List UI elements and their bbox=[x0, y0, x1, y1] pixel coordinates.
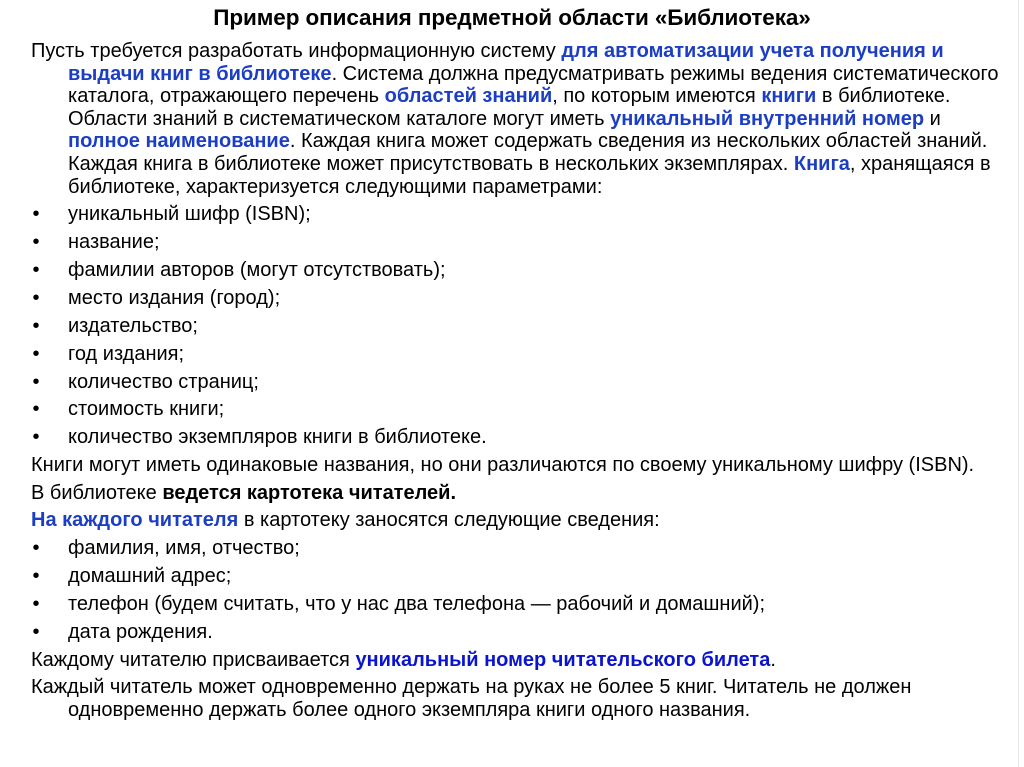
book-params-list bbox=[31, 203, 1011, 449]
bullet-icon: • bbox=[32, 592, 40, 615]
bullet-icon: • bbox=[32, 314, 40, 337]
ticket-text: . bbox=[770, 648, 776, 671]
list-item-text: издательство; bbox=[68, 314, 198, 337]
list-item bbox=[31, 565, 1011, 588]
list-item bbox=[31, 537, 1011, 560]
bullet-icon: • bbox=[32, 398, 40, 421]
intro-text: . Система должна предусматривать режимы ведения систематического каталога, отражающего перечень bbox=[68, 62, 999, 108]
slide-title: Пример описания предметной области «Библиотека» bbox=[213, 5, 811, 30]
highlight-book: Книга bbox=[793, 152, 850, 175]
list-item bbox=[31, 315, 1011, 338]
bullet-icon: • bbox=[32, 203, 40, 226]
catalog-paragraph bbox=[31, 482, 1011, 505]
reader-intro bbox=[31, 509, 1011, 532]
bullet-icon: • bbox=[32, 286, 40, 309]
bullet-icon: • bbox=[32, 231, 40, 254]
list-item bbox=[31, 203, 1011, 226]
intro-text: и bbox=[924, 107, 941, 130]
list-item-text: год издания; bbox=[68, 342, 185, 365]
bullet-icon: • bbox=[32, 370, 40, 393]
list-item-text: стоимость книги; bbox=[68, 398, 225, 421]
bullet-icon: • bbox=[32, 342, 40, 365]
ticket-text: Каждому читателю присваивается bbox=[31, 648, 356, 671]
intro-text: Пусть требуется разработать информационную систему bbox=[31, 40, 562, 62]
list-item-text: домашний адрес; bbox=[68, 564, 232, 587]
intro-text: . Каждая книга может содержать сведения из нескольких областей знаний. Каждая книга в библиотеке может присутствовать в нескольких экземплярах. bbox=[68, 130, 988, 175]
bullet-icon: • bbox=[32, 564, 40, 587]
list-item-text: фамилия, имя, отчество; bbox=[68, 536, 300, 559]
bullet-icon: • bbox=[32, 258, 40, 281]
list-item bbox=[31, 593, 1011, 616]
list-item bbox=[31, 621, 1011, 644]
ticket-paragraph bbox=[31, 649, 1011, 672]
list-item bbox=[31, 287, 1011, 310]
reader-fields-list bbox=[31, 537, 1011, 643]
intro-paragraph bbox=[31, 40, 1011, 198]
reader-intro-text: в картотеку заносятся следующие сведения: bbox=[238, 509, 660, 532]
list-item-text: место издания (город); bbox=[68, 286, 281, 309]
list-item bbox=[31, 371, 1011, 394]
list-item-text: телефон (будем считать, что у нас два телефона — рабочий и домашний); bbox=[68, 592, 766, 615]
bullet-icon: • bbox=[32, 620, 40, 643]
list-item bbox=[31, 398, 1011, 421]
slide-content bbox=[31, 40, 1011, 726]
list-item-text: название; bbox=[68, 231, 160, 254]
list-item bbox=[31, 259, 1011, 282]
list-item bbox=[31, 231, 1011, 254]
highlight-ticket-number: уникальный номер читательского билета bbox=[355, 648, 771, 671]
list-item-text: количество экземпляров книги в библиотеке. bbox=[68, 426, 487, 449]
highlight-books: книги bbox=[761, 85, 817, 108]
catalog-text: В библиотеке bbox=[31, 481, 163, 504]
highlight-purpose: для автоматизации учета получения и выдачи книг в библиотеке bbox=[68, 40, 944, 85]
intro-text: в библиотеке. Области знаний в систематическом каталоге могут иметь bbox=[68, 85, 951, 130]
highlight-knowledge-areas: областей знаний bbox=[384, 85, 553, 108]
highlight-internal-number: уникальный внутренний номер bbox=[610, 107, 925, 130]
intro-text: , хранящаяся в библиотеке, характеризуется следующими параметрами: bbox=[68, 152, 991, 198]
highlight-each-reader: На каждого читателя bbox=[31, 509, 239, 532]
bullet-icon: • bbox=[32, 536, 40, 559]
list-item-text: уникальный шифр (ISBN); bbox=[68, 203, 311, 226]
bullet-icon: • bbox=[32, 426, 40, 449]
list-item-text: фамилии авторов (могут отсутствовать); bbox=[68, 258, 446, 281]
intro-text: , по которым имеются bbox=[552, 85, 762, 108]
highlight-full-name: полное наименование bbox=[68, 130, 290, 153]
list-item-text: количество страниц; bbox=[68, 370, 259, 393]
bold-reader-catalog: ведется картотека читателей. bbox=[162, 481, 457, 504]
isbn-note: Книги могут иметь одинаковые названия, но они различаются по своему уникальному шифру (ISBN). bbox=[31, 454, 975, 477]
limit-note: Каждый читатель может одновременно держать на руках не более 5 книг. Читатель не должен одновременно держать более одного экземпляра книги одного названия. bbox=[31, 676, 912, 721]
list-item bbox=[31, 343, 1011, 366]
list-item-text: дата рождения. bbox=[68, 620, 213, 643]
list-item bbox=[31, 426, 1011, 449]
